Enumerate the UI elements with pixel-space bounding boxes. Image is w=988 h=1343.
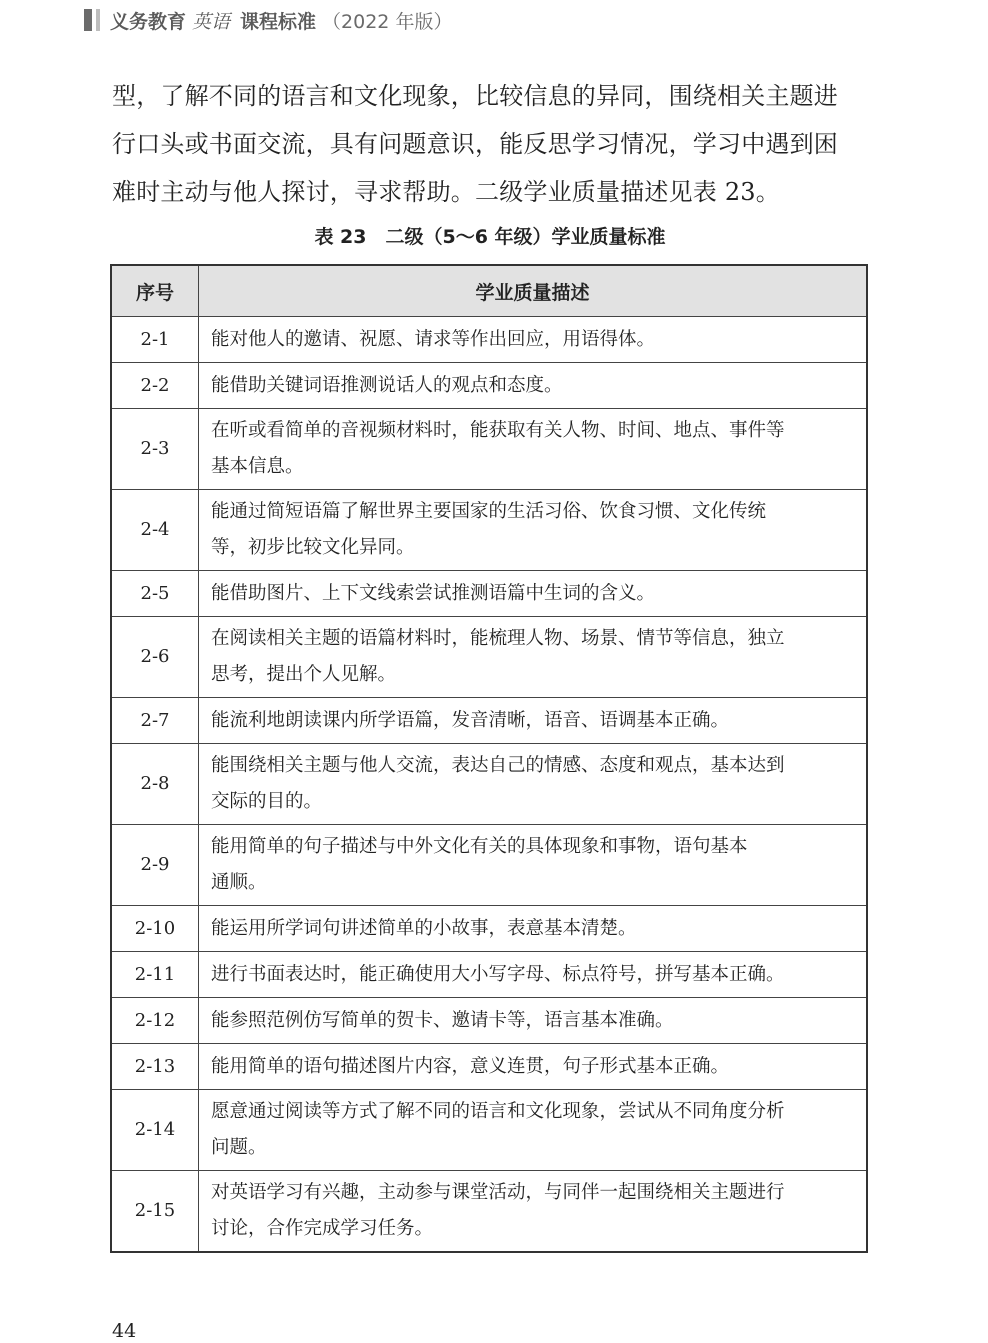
row-description (199, 825, 868, 906)
table-row (111, 617, 867, 698)
description-line: 能借助图片、上下文线索尝试推测语篇中生词的含义。 (211, 582, 656, 604)
row-number: 2-1 (111, 317, 199, 363)
description-line: 问题。 (211, 1137, 267, 1158)
row-number: 2-10 (111, 906, 199, 952)
row-description (199, 906, 868, 952)
row-number: 2-8 (111, 744, 199, 825)
header-subject: 英语 (192, 10, 231, 33)
row-description (199, 1171, 868, 1253)
description-line: 在阅读相关主题的语篇材料时，能梳理人物、场景、情节等信息，独立 (211, 628, 785, 649)
description-line: 能用简单的句子描述与中外文化有关的具体现象和事物，语句基本 (211, 836, 748, 857)
intro-line: 难时主动与他人探讨，寻求帮助。二级学业质量描述见表 23。 (112, 178, 780, 206)
table-row (111, 744, 867, 825)
table-body (111, 317, 867, 1253)
intro-line: 行口头或书面交流，具有问题意识，能反思学习情况，学习中遇到困 (112, 130, 838, 158)
row-number: 2-3 (111, 409, 199, 490)
header-title: 义务教育 (110, 10, 187, 33)
row-number: 2-15 (111, 1171, 199, 1253)
description-line: 思考，提出个人见解。 (211, 664, 397, 685)
table-row (111, 1044, 867, 1090)
description-line: 交际的目的。 (211, 791, 323, 812)
quality-standard-table (110, 264, 868, 1253)
header-edition: （2022 年版） (322, 10, 453, 33)
description-line: 能流利地朗读课内所学语篇，发音清晰，语音、语调基本正确。 (211, 709, 730, 731)
description-line: 能对他人的邀请、祝愿、请求等作出回应，用语得体。 (211, 328, 656, 350)
column-header-description: 学业质量描述 (199, 265, 868, 317)
table-row (111, 906, 867, 952)
description-line: 能通过简短语篇了解世界主要国家的生活习俗、饮食习惯、文化传统 (211, 501, 767, 522)
table-row (111, 571, 867, 617)
row-number: 2-5 (111, 571, 199, 617)
table-row (111, 998, 867, 1044)
table-row (111, 490, 867, 571)
row-description (199, 698, 868, 744)
column-header-number: 序号 (111, 265, 199, 317)
row-description (199, 363, 868, 409)
row-description (199, 1090, 868, 1171)
row-number: 2-7 (111, 698, 199, 744)
row-number: 2-12 (111, 998, 199, 1044)
page-number: 44 (112, 1320, 137, 1342)
row-description (199, 317, 868, 363)
row-number: 2-2 (111, 363, 199, 409)
row-description (199, 952, 868, 998)
row-description (199, 617, 868, 698)
row-description (199, 490, 868, 571)
description-line: 能用简单的语句描述图片内容，意义连贯，句子形式基本正确。 (211, 1055, 730, 1077)
table-row (111, 698, 867, 744)
table-row (111, 825, 867, 906)
header-bar-light-icon (96, 9, 100, 31)
description-line: 能借助关键词语推测说话人的观点和态度。 (211, 374, 563, 396)
header-subtitle: 课程标准 (240, 10, 317, 33)
row-description (199, 1044, 868, 1090)
table-header-row (111, 265, 867, 317)
table-row (111, 363, 867, 409)
description-line: 通顺。 (211, 872, 267, 893)
row-number: 2-4 (111, 490, 199, 571)
row-description (199, 571, 868, 617)
table-caption: 表 23 二级（5～6 年级）学业质量标准 (314, 226, 666, 248)
description-line: 在听或看简单的音视频材料时，能获取有关人物、时间、地点、事件等 (211, 420, 785, 441)
description-line: 愿意通过阅读等方式了解不同的语言和文化现象，尝试从不同角度分析 (211, 1101, 785, 1122)
row-number: 2-14 (111, 1090, 199, 1171)
table-row (111, 409, 867, 490)
row-number: 2-11 (111, 952, 199, 998)
table-row (111, 317, 867, 363)
description-line: 进行书面表达时，能正确使用大小写字母、标点符号，拼写基本正确。 (211, 963, 785, 985)
description-line: 对英语学习有兴趣，主动参与课堂活动，与同伴一起围绕相关主题进行 (211, 1182, 785, 1203)
intro-line: 型，了解不同的语言和文化现象，比较信息的异同，围绕相关主题进 (112, 82, 838, 110)
header-bar-icon (84, 9, 92, 31)
row-description (199, 998, 868, 1044)
row-number: 2-6 (111, 617, 199, 698)
table-row (111, 1171, 867, 1253)
row-description (199, 744, 868, 825)
row-description (199, 409, 868, 490)
table-row (111, 1090, 867, 1171)
description-line: 讨论，合作完成学习任务。 (211, 1218, 434, 1239)
description-line: 等，初步比较文化异同。 (211, 537, 415, 558)
row-number: 2-13 (111, 1044, 199, 1090)
intro-paragraph (112, 72, 872, 216)
description-line: 基本信息。 (211, 456, 304, 477)
description-line: 能参照范例仿写简单的贺卡、邀请卡等，语言基本准确。 (211, 1009, 674, 1031)
running-header (84, 6, 452, 34)
description-line: 能运用所学词句讲述简单的小故事，表意基本清楚。 (211, 917, 637, 939)
row-number: 2-9 (111, 825, 199, 906)
table-row (111, 952, 867, 998)
description-line: 能围绕相关主题与他人交流，表达自己的情感、态度和观点，基本达到 (211, 755, 785, 776)
